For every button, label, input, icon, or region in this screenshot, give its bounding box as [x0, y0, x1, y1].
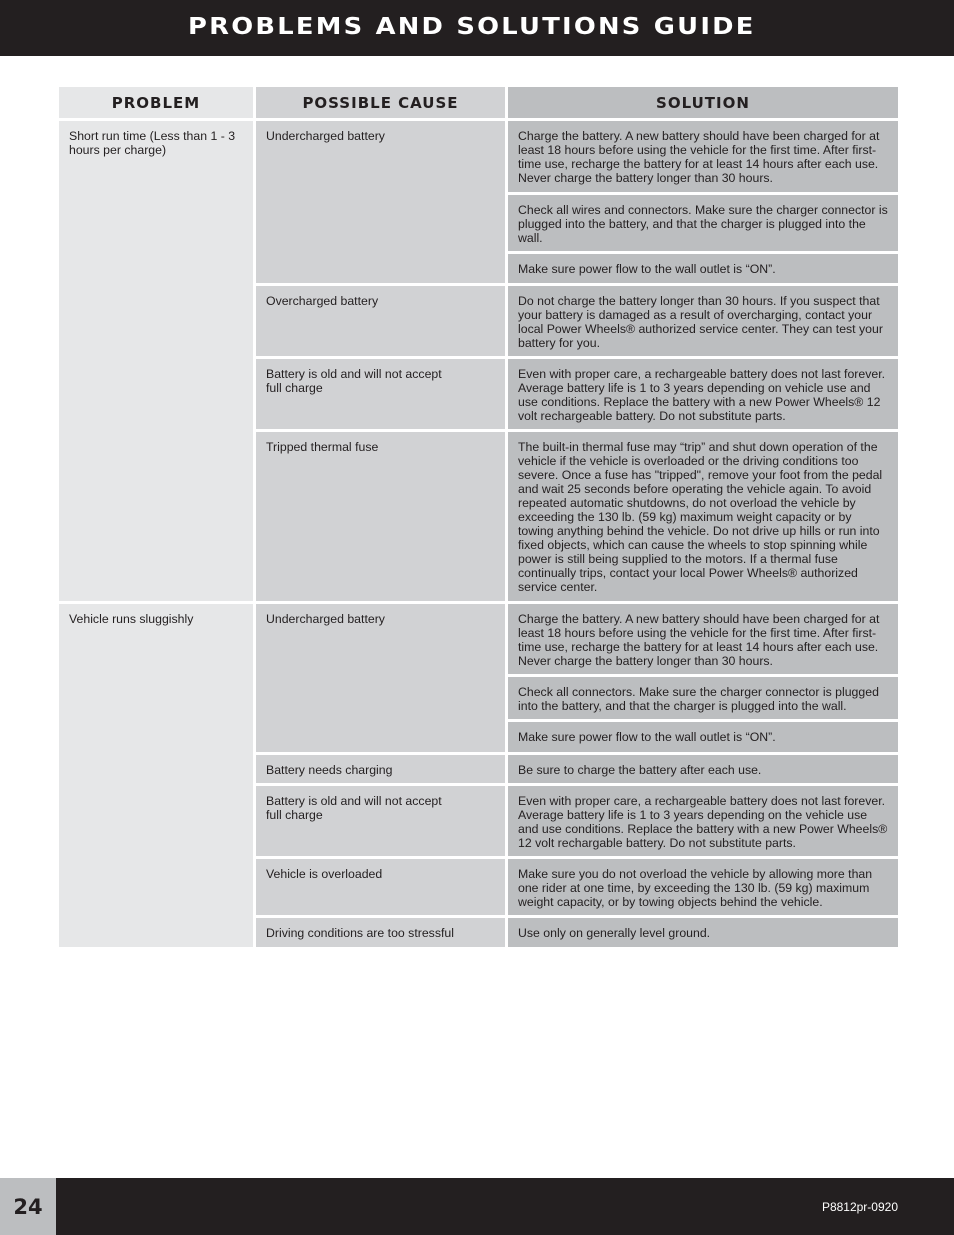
cause-cell: Battery needs charging — [256, 755, 505, 783]
solution-cell: Be sure to charge the battery after each use. — [508, 755, 898, 783]
solution-cell: Even with proper care, a rechargeable battery does not last forever. Average battery life is 1 to 3 years depending on vehicle use and use conditions. Replace the battery with a new Power Wheels® 12 volt rechargeable battery. Do not substitute parts. — [508, 359, 898, 429]
solution-cell: Make sure you do not overload the vehicle by allowing more than one rider at one time, by exceeding the 130 lb. (59 kg) maximum weight capacity, or by towing objects behind the vehicle. — [508, 859, 898, 915]
cause-cell: Battery is old and will not accept full charge — [256, 786, 505, 856]
solution-cell: The built-in thermal fuse may “trip” and shut down operation of the vehicle if the vehicle is overloaded or the driving conditions too severe. Once a fuse has "tripped", remove your foot from the pedal and wait 25 seconds before operating the vehicle again. To avoid repeated automatic shutdowns, do not overload the vehicle by exceeding the 130 lb. (59 kg) maximum weight capacity or by towing anything behind the vehicle. Do not drive up hills or run into fixed objects, which can cause the wheels to stop spinning while power is still being supplied to the motors. If a thermal fuse continually trips, contact your local Power Wheels® authorized service center. — [508, 432, 898, 601]
solution-cell: Make sure power flow to the wall outlet is “ON”. — [508, 722, 898, 752]
document-id: P8812pr-0920 — [821, 1200, 898, 1214]
page-number: 24 — [0, 1178, 56, 1235]
solution-cell: Check all connectors. Make sure the charger connector is plugged into the battery, and that the charger is plugged into the wall. — [508, 677, 898, 719]
solution-cell: Make sure power flow to the wall outlet is “ON”. — [508, 254, 898, 283]
cause-cell: Battery is old and will not accept full charge — [256, 359, 505, 429]
column-header-problem: PROBLEM — [59, 87, 253, 118]
cause-cell: Driving conditions are too stressful — [256, 918, 505, 947]
column-header-cause: POSSIBLE CAUSE — [256, 87, 505, 118]
problem-cell: Short run time (Less than 1 - 3 hours per charge) — [59, 121, 253, 601]
solution-cell: Do not charge the battery longer than 30 hours. If you suspect that your battery is damaged as a result of overcharging, contact your local Power Wheels® authorized service center. They can test your battery for you. — [508, 286, 898, 356]
solution-cell: Even with proper care, a rechargeable battery does not last forever. Average battery life is 1 to 3 years depending on the vehicle use and use conditions. Replace the battery with a new Power Wheels® 12 volt rechargable battery. Do not substitute parts. — [508, 786, 898, 856]
page-title: PROBLEMS AND SOLUTIONS GUIDE — [188, 14, 756, 40]
title-bar — [0, 0, 954, 56]
column-header-solution: SOLUTION — [508, 87, 898, 118]
solution-cell: Check all wires and connectors. Make sure the charger connector is plugged into the battery, and that the charger is plugged into the wall. — [508, 195, 898, 251]
cause-cell: Vehicle is overloaded — [256, 859, 505, 915]
solution-cell: Charge the battery. A new battery should have been charged for at least 18 hours before using the vehicle for the first time. After first-time use, recharge the battery for at least 14 hours after each use. Never charge the battery longer than 30 hours. — [508, 604, 898, 674]
solution-cell: Charge the battery. A new battery should have been charged for at least 18 hours before using the vehicle for the first time. After first-time use, recharge the battery for at least 14 hours after each use. Never charge the battery longer than 30 hours. — [508, 121, 898, 192]
cause-cell: Undercharged battery — [256, 604, 505, 752]
cause-cell: Tripped thermal fuse — [256, 432, 505, 601]
problem-cell: Vehicle runs sluggishly — [59, 604, 253, 947]
solution-cell: Use only on generally level ground. — [508, 918, 898, 947]
cause-cell: Undercharged battery — [256, 121, 505, 283]
cause-cell: Overcharged battery — [256, 286, 505, 356]
